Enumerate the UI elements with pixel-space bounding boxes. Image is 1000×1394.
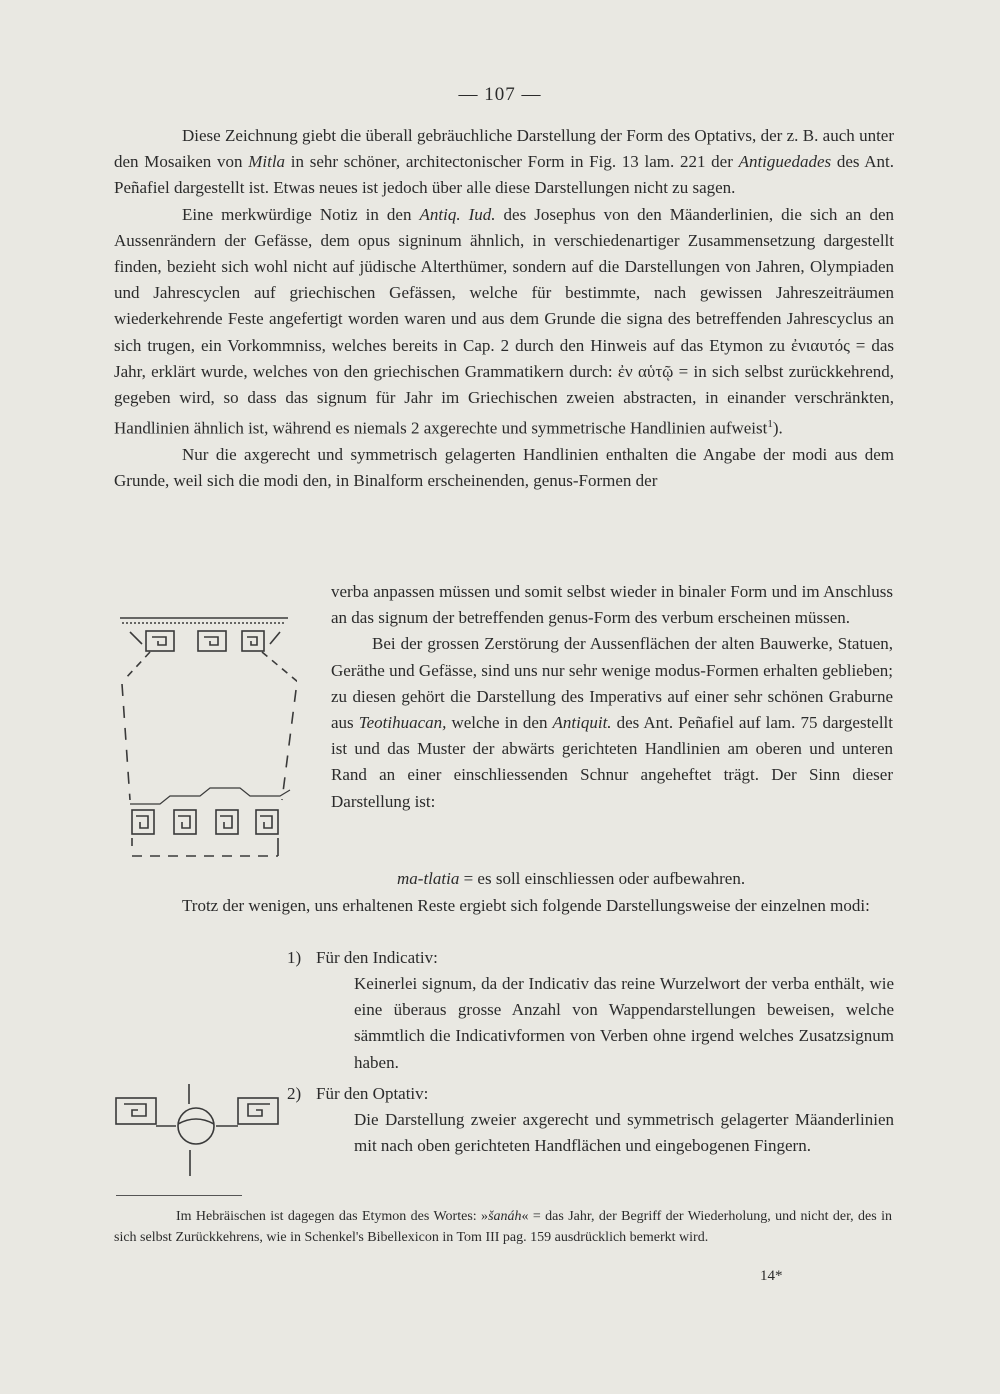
formula-line [397, 866, 897, 892]
paragraph-3: Nur die axgerecht und symmetrisch gelagerten Handlinien enthalten die Angabe der modi aus dem Grunde, weil sich die modi den, in Binalform erscheinenden, genus-Formen der [114, 445, 894, 491]
list-item-2-body: Die Darstellung zweier axgerecht und symmetrisch gelagerter Mäanderlinien mit nach oben gerichteten Handflächen und eingebogenen Fingern. [354, 1110, 894, 1156]
text-block-top [114, 123, 894, 495]
signature-mark: 14* [760, 1268, 783, 1284]
formula-italic: ma-tlatia [397, 869, 460, 888]
page-number: — 107 — [458, 84, 542, 105]
p4-text-c: des Ant. Peñafiel auf lam. 75 dargestellt ist und das Muster der abwärts gerichteten Handlinien am oberen und unteren Rand an einer einschliessenden Schnur angeheftet trägt. Der Sinn dieser Darstellung ist: [331, 713, 894, 811]
p1-italic-antiguedades: Antiguedades [738, 152, 832, 172]
paragraph-4 [331, 631, 893, 814]
p1-text-c: des Ant. Peñafiel dargestellt ist. Etwas neues ist jedoch über alle diese Darstellungen nicht zu sagen. [114, 152, 894, 198]
p4-italic-teotihuacan: Teotihuacan, [358, 713, 447, 733]
list-item-1-head: Für den Indicativ: [316, 948, 438, 967]
list-item-1-number: 1) [287, 948, 302, 967]
list-item-2-number: 2) [287, 1084, 302, 1103]
paragraph-2 [114, 202, 894, 442]
p2-text-c: ). [772, 418, 783, 438]
paragraph-3-continued: verba anpassen müssen und somit selbst wieder in binaler Form und im Anschluss an das signum der betreffenden genus-Form des verbum erscheinen müssen. [331, 582, 893, 628]
footnote-divider [116, 1195, 242, 1196]
text-block-modi [114, 893, 894, 919]
footnote-italic: šanáh [488, 1209, 522, 1224]
p1-italic-mitla: Mitla [248, 152, 286, 172]
text-block-right [331, 579, 893, 815]
p2-text-b: des Josephus von den Mäanderlinien, die sich an den Aussenrändern der Gefässe, dem opus signinum ähnlich, in verschiedenartiger Zusammensetzung dargestellt finden, bezieht sich wohl nicht auf jüdische Alterthümer, sondern auf die Darstellungen von Jahren, Olympiaden und Jahrescyclen auf griechischen Gefässen, welche für bestimmte, nach gewissen Jahreszeiträumen wiederkehrende Feste angefertigt worden waren und aus dem Grunde die signa des betreffenden Jahrescyclus an sich trugen, ein Vorkommniss, welches bereits in Cap. 2 durch den Hinweis auf das Etymon zu ἐνιαυτός = das Jahr, erklärt wurde, welches von den griechischen Grammatikern durch: ἐν αὑτῷ = in sich selbst zurückkehrend, gegeben wird, so dass das signum für Jahr im Griechischen zweien abstracten, in einander verschränkten, Handlinien ähnlich ist, während es niemals 2 axgerechte und symmetrische Handlinien aufweist [114, 204, 894, 438]
p4-text-a: Bei der grossen Zerstörung der Aussenflächen der alten Bauwerke, Statuen, Geräthe und Gefässe, sind uns nur sehr wenige modus-Formen erhalten geblieben; zu diesen gehört die Darstellung des Imperativs auf einer sehr schönen Graburne aus [331, 634, 893, 733]
p2-italic-antiq: Antiq. Iud. [419, 204, 496, 224]
optativ-meander-figure [112, 1080, 282, 1180]
paragraph-5: Trotz der wenigen, uns erhaltenen Reste ergiebt sich folgende Darstellungsweise der einzelnen modi: [182, 896, 870, 915]
formula-text: = es soll einschliessen oder aufbewahren. [459, 869, 746, 888]
p1-text-b: in sehr schöner, architectonischer Form in Fig. 13 lam. 221 der [285, 152, 739, 172]
footnote-marker: 1 [767, 418, 773, 431]
list-item-1-body: Keinerlei signum, da der Indicativ das reine Wurzelwort der verba enthält, wie eine überaus grosse Anzahl von Wappendarstellungen beweisen, welche sämmtlich die Indicativformen von Verben ohne irgend welches Zusatzsignum haben. [354, 974, 894, 1072]
urn-meander-figure [112, 610, 297, 865]
p4-italic-antiquit: Antiquit. [552, 713, 612, 733]
p2-text-a: Eine merkwürdige Notiz in den [182, 204, 420, 224]
footnote [114, 1206, 892, 1248]
p1-text-a: Diese Zeichnung giebt die überall gebräuchliche Darstellung der Form des Optativs, der z. B. auch unter den Mosaiken von [114, 126, 894, 172]
p4-text-b: welche in den [446, 713, 553, 733]
footnote-text-a: Im Hebräischen ist dagegen das Etymon des Wortes: » [176, 1209, 489, 1224]
list-item-2-head: Für den Optativ: [316, 1084, 429, 1103]
footnote-text-b: « = das Jahr, der Begriff der Wiederholung, und nicht der, des in sich selbst Zurückkehrens, wie in Schenkel's Bibellexicon in Tom III pag. 159 ausdrücklich bemerkt wird. [114, 1209, 892, 1245]
paragraph-1 [114, 123, 894, 202]
